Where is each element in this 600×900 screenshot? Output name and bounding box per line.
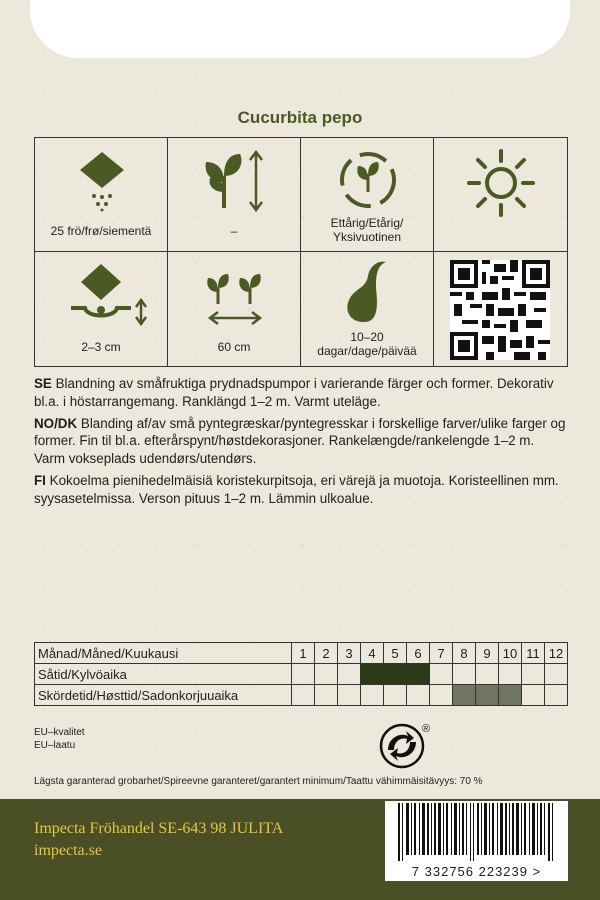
month-10: 10 xyxy=(499,643,522,664)
sowing-depth-label: 2–3 cm xyxy=(81,340,121,354)
description-se-text: Blandning av småfruktiga prydnadspumpor i varierande färger och former. Dekorativ bl.a. i höstarrangemang. Ranklängd 1–2 m. Varmt uteläge. xyxy=(34,376,554,409)
sowing-month-cell xyxy=(453,664,476,685)
sowing-month-cell xyxy=(361,664,384,685)
month-7: 7 xyxy=(430,643,453,664)
harvest-month-cell xyxy=(453,685,476,706)
germination-guarantee: Lägsta garanterad grobarhet/Spireevne garanteret/garantert minimum/Taattu vähimmäisitävyys: 70 % xyxy=(34,776,483,787)
month-11: 11 xyxy=(522,643,545,664)
lifecycle-label: Ettårig/Etårig/ Yksivuotinen xyxy=(330,216,404,244)
calendar-header-row xyxy=(35,643,568,664)
harvest-month-cell xyxy=(292,685,315,706)
spacing-label: 60 cm xyxy=(217,340,251,354)
plant-spacing-icon xyxy=(200,266,270,332)
green-dot-recycling-icon xyxy=(378,720,434,770)
sun-icon xyxy=(465,147,537,219)
plant-height-label: – xyxy=(230,224,238,238)
germinating-seed-icon xyxy=(338,256,398,326)
plant-height-cell xyxy=(168,138,301,252)
barcode-bars xyxy=(390,803,563,861)
lang-code-fi: FI xyxy=(34,472,46,488)
registered-mark: ® xyxy=(422,723,431,735)
harvest-month-cell xyxy=(522,685,545,706)
seed-count-cell xyxy=(35,138,168,252)
icon-grid xyxy=(34,137,568,367)
month-5: 5 xyxy=(384,643,407,664)
eu-quality-se: EU–kvalitet xyxy=(34,727,85,738)
sowing-depth-icon xyxy=(65,262,149,332)
species-name: Cucurbita pepo xyxy=(237,108,363,127)
plant-height-icon xyxy=(200,148,270,214)
description-fi xyxy=(34,472,568,508)
harvest-month-cell xyxy=(499,685,522,706)
harvest-month-cell xyxy=(545,685,568,706)
description-no-dk xyxy=(34,415,568,468)
sowing-month-cell xyxy=(384,664,407,685)
lifecycle-cell xyxy=(301,138,434,252)
lifecycle-icon xyxy=(336,148,400,212)
harvest-month-cell xyxy=(476,685,499,706)
harvest-month-cell xyxy=(361,685,384,706)
barcode-number: 7 332756 223239 > xyxy=(411,864,542,879)
lang-code-se: SE xyxy=(34,376,52,391)
harvest-row-label: Skördetid/Høsttid/Sadonkorjuuaika xyxy=(35,685,292,706)
sowing-month-cell xyxy=(407,664,430,685)
description-fi-text: Kokoelma pienihedelmäisiä koristekurpitsoja, eri värejä ja muotoja. Koristeellinen mm. syysasetelmissa. Verson pituus 1–2 m. Lämmin ulkoalue. xyxy=(34,472,559,506)
eu-quality xyxy=(34,726,85,752)
sowing-row xyxy=(35,664,568,685)
qr-code-icon[interactable] xyxy=(450,260,550,360)
calendar-header: Månad/Måned/Kuukausi xyxy=(35,643,292,664)
eu-quality-fi: EU–laatu xyxy=(34,740,76,751)
sowing-depth-cell xyxy=(35,252,168,366)
sowing-month-cell xyxy=(545,664,568,685)
sowing-month-cell xyxy=(315,664,338,685)
description-no-dk-text: Blanding af/av små pyntegræskar/pyntegresskar i forskellige farver/ulike farger og former. Fin til bl.a. efterårspynt/høstdekorasjoner. Rankelængde/rankelengde 1–2 m. Varm vokseplads udendørs/utendørs. xyxy=(34,415,566,467)
month-3: 3 xyxy=(338,643,361,664)
description-se xyxy=(34,375,568,411)
harvest-month-cell xyxy=(315,685,338,706)
harvest-month-cell xyxy=(338,685,361,706)
hang-hole xyxy=(30,0,570,58)
germination-cell xyxy=(301,252,434,366)
month-1: 1 xyxy=(292,643,315,664)
seed-packet-icon xyxy=(72,150,132,212)
sowing-month-cell xyxy=(430,664,453,685)
sowing-calendar xyxy=(34,642,568,706)
month-12: 12 xyxy=(545,643,568,664)
germination-label: 10–20 dagar/dage/päivää xyxy=(317,330,417,358)
harvest-month-cell xyxy=(407,685,430,706)
month-4: 4 xyxy=(361,643,384,664)
month-6: 6 xyxy=(407,643,430,664)
sowing-month-cell xyxy=(499,664,522,685)
sowing-month-cell xyxy=(292,664,315,685)
barcode xyxy=(385,801,568,881)
sowing-month-cell xyxy=(338,664,361,685)
descriptions xyxy=(34,375,568,512)
seed-count-label: 25 frö/frø/siementä xyxy=(50,224,152,238)
month-8: 8 xyxy=(453,643,476,664)
month-2: 2 xyxy=(315,643,338,664)
sowing-month-cell xyxy=(522,664,545,685)
harvest-month-cell xyxy=(430,685,453,706)
qr-cell xyxy=(434,252,567,366)
website-link[interactable]: impecta.se xyxy=(34,842,102,859)
sowing-row-label: Såtid/Kylvöaika xyxy=(35,664,292,685)
harvest-row xyxy=(35,685,568,706)
harvest-month-cell xyxy=(384,685,407,706)
sowing-month-cell xyxy=(476,664,499,685)
company-address: Impecta Fröhandel SE-643 98 JULITA xyxy=(34,820,284,837)
month-9: 9 xyxy=(476,643,499,664)
lang-code-no-dk: NO/DK xyxy=(34,415,78,431)
spacing-cell xyxy=(168,252,301,366)
sun-cell xyxy=(434,138,567,252)
